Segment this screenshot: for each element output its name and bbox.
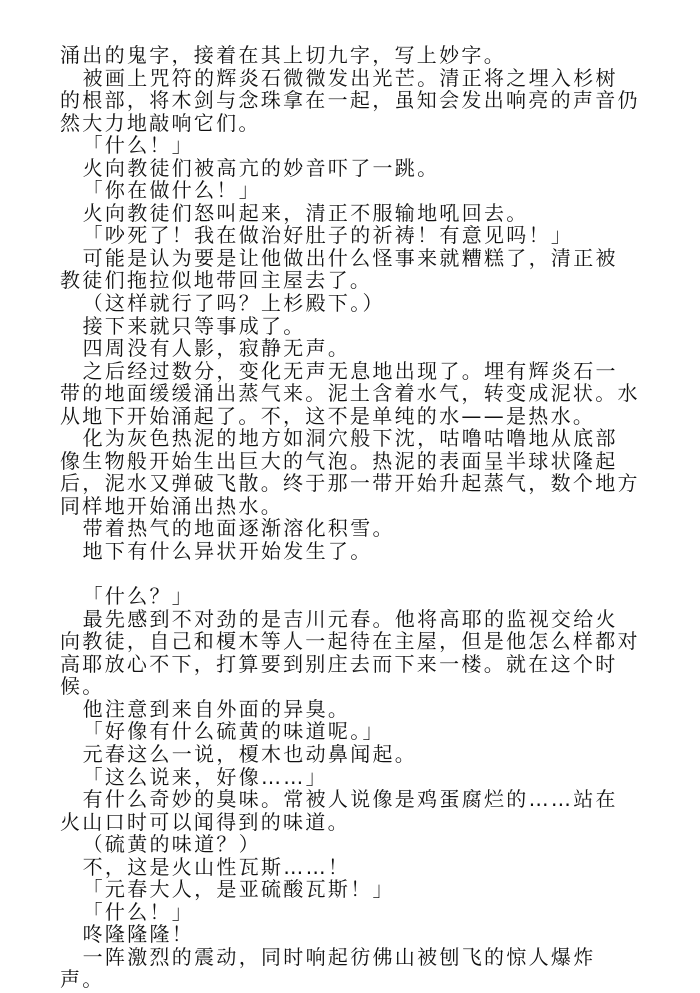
dialogue-line: 「什么！」	[82, 133, 195, 158]
paragraph: 接下来就只等事成了。	[82, 313, 306, 338]
paragraph: 他注意到来自外面的异臭。	[82, 696, 351, 721]
paragraph: 一阵激烈的震动，同时响起彷佛山被刨飞的惊人爆炸声。	[60, 944, 596, 992]
paragraph: 元春这么一说，榎木也动鼻闻起。	[82, 741, 418, 766]
document-page	[60, 44, 640, 991]
paragraph: 之后经过数分，变化无声无息地出现了。埋有辉炎石一带的地面缓缓涌出蒸气来。泥土含着水气，转变成泥状。水从地下开始涌起了。不，这不是单纯的水——是热水。	[60, 358, 640, 428]
paragraph: 带着热气的地面逐渐溶化积雪。	[82, 516, 395, 541]
inner-thought: （硫黄的味道？）	[82, 832, 261, 857]
paragraph: 有什么奇妙的臭味。常被人说像是鸡蛋腐烂的……站在火山口时可以闻得到的味道。	[60, 787, 618, 834]
dialogue-line: 「这么说来，好像……」	[82, 764, 328, 789]
paragraph: 地下有什么异状开始发生了。	[82, 539, 373, 564]
paragraph: 最先感到不对劲的是吉川元春。他将高耶的监视交给火向教徒，自己和榎木等人一起待在主屋，但是他怎么样都对高耶放心不下，打算要到别庄去而下来一楼。就在这个时候。	[60, 606, 640, 699]
dialogue-line: 「元春大人，是亚硫酸瓦斯！」	[82, 877, 395, 902]
dialogue-line: 「什么？」	[82, 584, 195, 609]
paragraph: 化为灰色热泥的地方如洞穴般下沈，咕噜咕噜地从底部像生物般开始生出巨大的气泡。热泥的表面呈半球状隆起后，泥水又弹破飞散。终于那一带开始升起蒸气，数个地方同样地开始涌出热水。	[60, 426, 640, 518]
paragraph: 可能是认为要是让他做出什么怪事来就糟糕了，清正被教徒们拖拉似地带回主屋去了。	[60, 245, 618, 293]
paragraph: 不，这是火山性瓦斯……！	[82, 854, 351, 879]
paragraph: 被画上咒符的辉炎石微微发出光芒。清正将之埋入杉树的根部，将木剑与念珠拿在一起，虽知会发出响亮的声音仍然大力地敲响它们。	[60, 65, 640, 135]
dialogue-line: 「吵死了！我在做治好肚子的祈祷！有意见吗！」	[82, 223, 574, 248]
paragraph: 四周没有人影，寂静无声。	[82, 336, 351, 361]
dialogue-line: 「什么！」	[82, 899, 195, 924]
paragraph: 火向教徒们被高亢的妙音吓了一跳。	[82, 155, 440, 180]
paragraph: 涌出的鬼字，接着在其上切九字，写上妙字。	[60, 43, 506, 67]
paragraph: 火向教徒们怒叫起来，清正不服输地吼回去。	[82, 200, 529, 225]
section-break	[60, 563, 640, 586]
dialogue-line: 「你在做什么！」	[82, 178, 261, 203]
inner-thought: （这样就行了吗？上杉殿下。）	[82, 291, 385, 316]
sound-effect: 咚隆隆隆！	[82, 922, 195, 947]
dialogue-line: 「好像有什么硫黄的味道呢。」	[82, 719, 385, 744]
